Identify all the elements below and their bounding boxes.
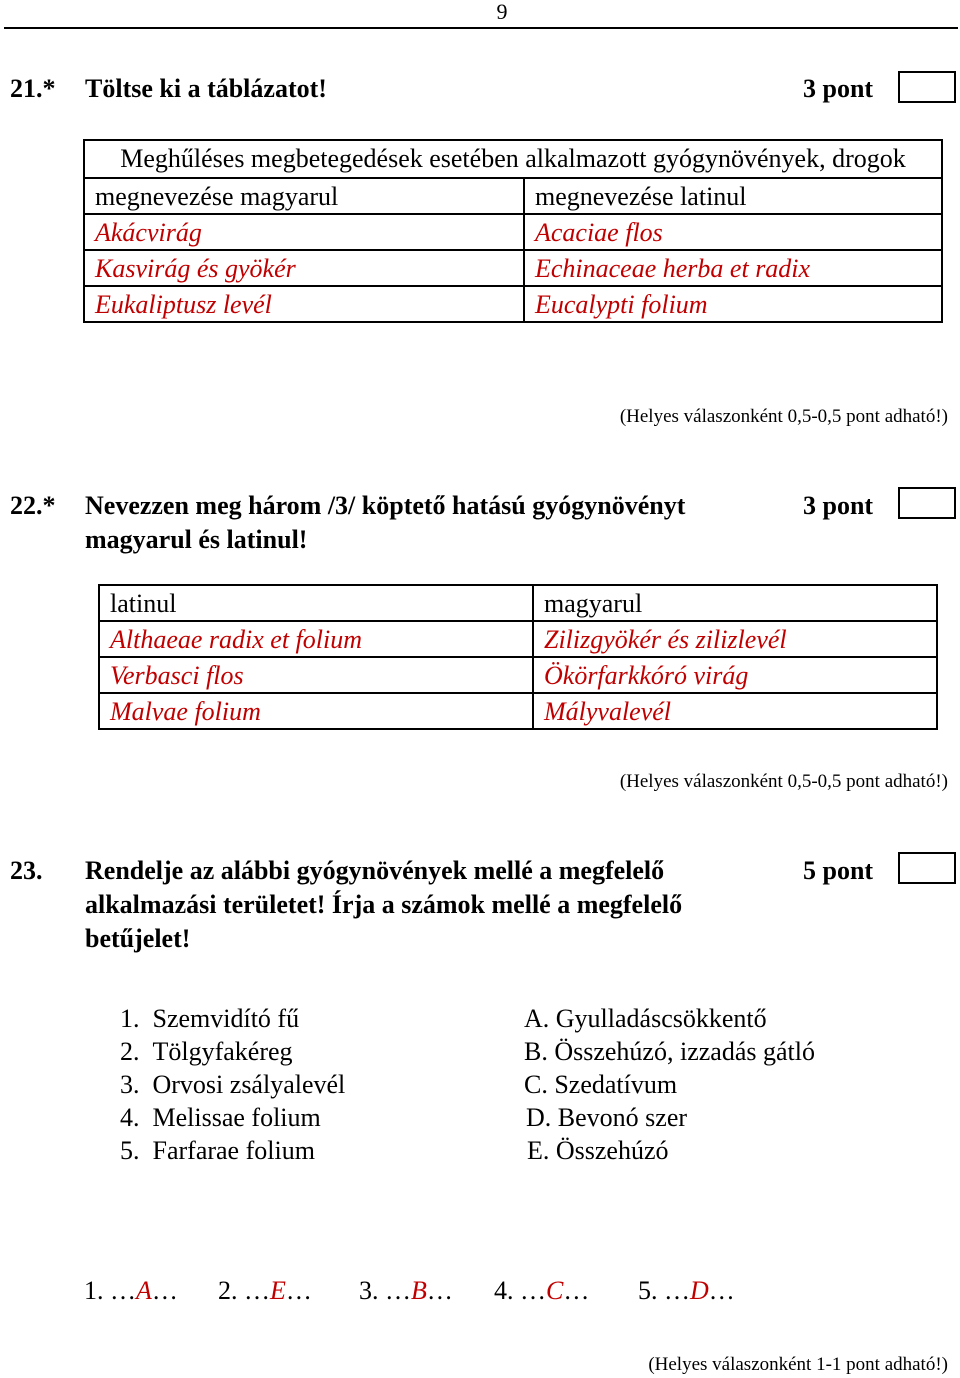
q22-col-la-header: latinul	[99, 585, 533, 621]
q22-row2-hu: Ökörfarkkóró virág	[533, 657, 937, 693]
answer-1	[84, 1274, 178, 1308]
answer-dots: …	[426, 1276, 453, 1305]
q22-row1-hu: Zilizgyökér és zilizlevél	[533, 621, 937, 657]
q21-col-la-header: megnevezése latinul	[524, 178, 942, 214]
q21-number: 21.*	[10, 74, 56, 103]
answer-number: 5.	[638, 1276, 658, 1305]
list-item	[120, 1101, 345, 1134]
answer-dots: …	[520, 1276, 546, 1305]
q23-scoring-note: (Helyes válaszonként 1-1 pont adható!)	[648, 1354, 948, 1375]
list-item	[120, 1035, 345, 1068]
q23-score-box[interactable]	[898, 852, 956, 884]
q22-row3-la: Malvae folium	[99, 693, 533, 729]
answer-dots: …	[110, 1276, 136, 1305]
answer-number: 4.	[494, 1276, 514, 1305]
list-item	[120, 1134, 345, 1167]
answer-dots: …	[664, 1276, 690, 1305]
answer-4	[494, 1274, 589, 1308]
plant-number: 2.	[120, 1037, 140, 1066]
answer-letter: E	[270, 1276, 286, 1305]
q23-title-line1: Rendelje az alábbi gyógynövények mellé a megfelelő	[85, 856, 665, 885]
q21-row1-la: Acaciae flos	[524, 214, 942, 250]
q22-row2-la: Verbasci flos	[99, 657, 533, 693]
answer-letter: C	[546, 1276, 564, 1305]
list-item: C. Szedatívum	[524, 1070, 678, 1099]
use-list	[524, 1002, 815, 1167]
plant-number: 5.	[120, 1136, 140, 1165]
answer-letter: B	[411, 1276, 427, 1305]
answer-3	[359, 1274, 453, 1308]
page-number: 9	[496, 0, 508, 24]
q21-col-hu-header: megnevezése magyarul	[84, 178, 524, 214]
plant-number: 4.	[120, 1103, 140, 1132]
table-row	[84, 250, 942, 286]
answer-dots: …	[285, 1276, 312, 1305]
q21-score-box[interactable]	[898, 71, 956, 103]
list-item: D. Bevonó szer	[526, 1103, 688, 1132]
q21-title: Töltse ki a táblázatot!	[85, 74, 327, 103]
q21-row3-la: Eucalypti folium	[524, 286, 942, 322]
q21-row2-hu: Kasvirág és gyökér	[84, 250, 524, 286]
answer-number: 3.	[359, 1276, 379, 1305]
answer-dots: …	[385, 1276, 411, 1305]
q22-scoring-note: (Helyes válaszonként 0,5-0,5 pont adható!)	[619, 771, 948, 792]
plant-number: 1.	[120, 1004, 140, 1033]
q21-row1-hu: Akácvirág	[84, 214, 524, 250]
answer-number: 1.	[84, 1276, 104, 1305]
q23-title-line3: betűjelet!	[85, 924, 191, 953]
table-row	[99, 657, 937, 693]
plant-list	[120, 1002, 345, 1167]
answer-5	[638, 1274, 735, 1308]
q22-title-line2: magyarul és latinul!	[85, 525, 308, 554]
plant-number: 3.	[120, 1070, 140, 1099]
list-item	[120, 1068, 345, 1101]
plant-name: Tölgyfakéreg	[152, 1037, 293, 1066]
table-row	[84, 286, 942, 322]
table-row	[99, 621, 937, 657]
plant-name: Melissae folium	[152, 1103, 321, 1132]
list-item: A. Gyulladáscsökkentő	[524, 1004, 767, 1033]
list-item: E. Összehúzó	[527, 1136, 669, 1165]
answer-letter: A	[136, 1276, 152, 1305]
q22-points: 3 pont	[803, 491, 874, 520]
q21-scoring-note: (Helyes válaszonként 0,5-0,5 pont adható!)	[619, 406, 948, 427]
q22-table	[98, 584, 938, 730]
list-item	[120, 1002, 345, 1035]
list-item: B. Összehúzó, izzadás gátló	[524, 1037, 815, 1066]
table-row	[99, 693, 937, 729]
answer-number: 2.	[218, 1276, 238, 1305]
q21-points: 3 pont	[803, 74, 874, 103]
q22-title-line1: Nevezzen meg három /3/ köptető hatású gyógynövényt	[85, 491, 686, 520]
q23-title-line2: alkalmazási területet! Írja a számok mellé a megfelelő	[85, 890, 683, 919]
answer-2	[218, 1274, 312, 1308]
q21-table-caption: Meghűléses megbetegedések esetében alkalmazott gyógynövények, drogok	[84, 140, 942, 178]
answer-letter: D	[690, 1276, 709, 1305]
table-row	[84, 214, 942, 250]
plant-name: Szemvidító fű	[152, 1004, 300, 1033]
q22-col-hu-header: magyarul	[533, 585, 937, 621]
q21-row2-la: Echinaceae herba et radix	[524, 250, 942, 286]
q21-table	[83, 139, 943, 323]
answer-dots: …	[151, 1276, 178, 1305]
plant-name: Farfarae folium	[152, 1136, 315, 1165]
q22-row1-la: Althaeae radix et folium	[99, 621, 533, 657]
answer-dots: …	[708, 1276, 735, 1305]
q22-score-box[interactable]	[898, 487, 956, 519]
q23-number: 23.	[10, 856, 43, 885]
answer-dots: …	[244, 1276, 270, 1305]
q21-row3-hu: Eukaliptusz levél	[84, 286, 524, 322]
header-rule	[4, 27, 958, 29]
answer-dots: …	[563, 1276, 590, 1305]
q22-row3-hu: Mályvalevél	[533, 693, 937, 729]
q23-points: 5 pont	[803, 856, 874, 885]
q22-number: 22.*	[10, 491, 56, 520]
plant-name: Orvosi zsályalevél	[152, 1070, 346, 1099]
